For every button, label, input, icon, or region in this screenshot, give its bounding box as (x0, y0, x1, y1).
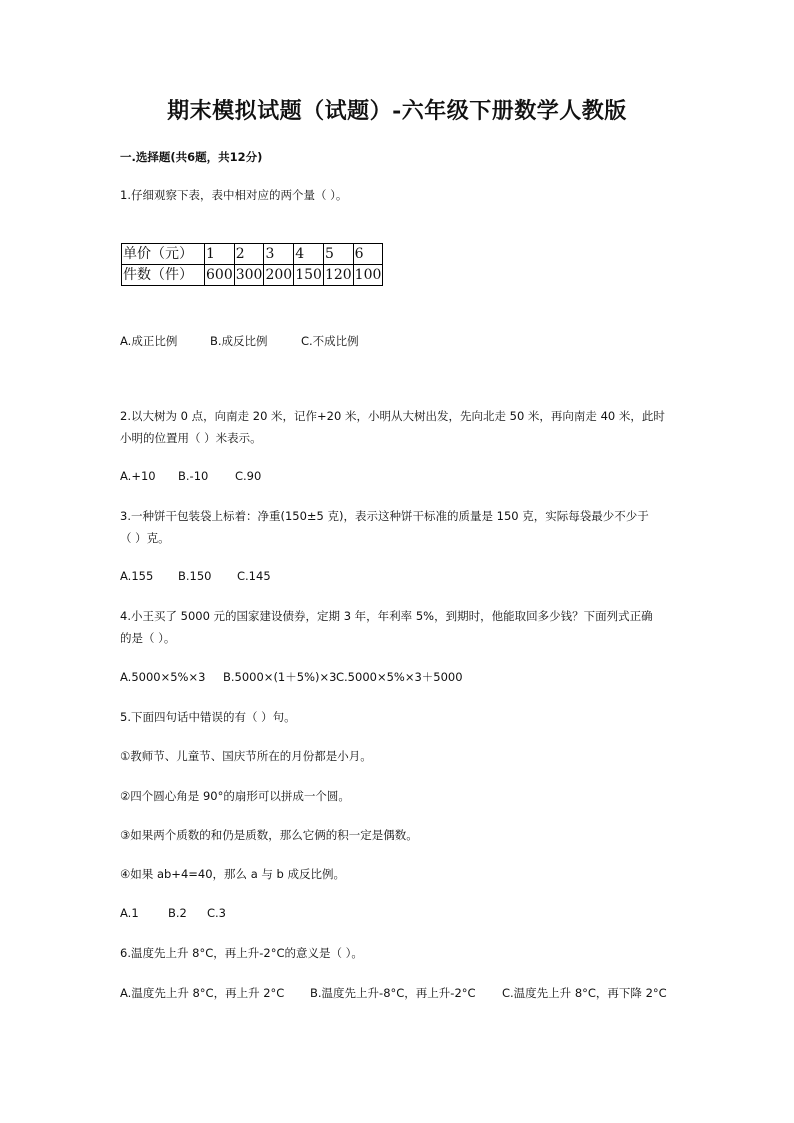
question-4-options (120, 669, 463, 685)
question-2-stem-line-1: 2.以大树为 0 点，向南走 20 米，记作+20 米，小明从大树出发，先向北走 50 米，再向南走 40 米，此时 (120, 409, 665, 423)
question-6-options (120, 985, 667, 1001)
option-c[interactable]: C.145 (237, 569, 271, 583)
option-c[interactable]: C.5000×5%×3＋5000 (336, 670, 463, 684)
option-b[interactable]: B.成反比例 (210, 334, 268, 348)
question-4-stem-line-2: 的是（ ）。 (120, 631, 176, 645)
question-2-options (120, 469, 261, 483)
table-cell: 120 (323, 265, 353, 286)
option-c[interactable]: C.温度先上升 8°C，再下降 2°C (502, 986, 667, 1000)
option-c[interactable]: C.90 (235, 469, 262, 483)
option-b[interactable]: B.5000×(1＋5%)×3 (223, 670, 337, 684)
table-cell: 5 (323, 244, 353, 265)
table-row (122, 265, 383, 286)
question-3-stem-line-1: 3.一种饼干包装袋上标着：净重(150±5 克)，表示这种饼干标准的质量是 150 克，实际每袋最少不少于 (120, 509, 649, 523)
table-row (122, 244, 383, 265)
question-3-stem-line-2: （ ）克。 (120, 531, 170, 545)
option-b[interactable]: B.2 (168, 906, 187, 920)
table-cell: 1 (205, 244, 235, 265)
question-1-table (121, 243, 383, 286)
option-b[interactable]: B.150 (178, 569, 212, 583)
section-heading: 一.选择题(共6题，共12分) (120, 150, 263, 164)
question-5-statement: ④如果 ab+4=40，那么 a 与 b 成反比例。 (120, 867, 346, 881)
question-1-options (120, 333, 359, 349)
table-cell: 单价（元） (122, 244, 205, 265)
table-cell: 件数（件） (122, 265, 205, 286)
question-5-statement: ①教师节、儿童节、国庆节所在的月份都是小月。 (120, 749, 372, 763)
question-5-stem: 5.下面四句话中错误的有（ ）句。 (120, 710, 296, 724)
option-c[interactable]: C.3 (207, 906, 227, 920)
option-c[interactable]: C.不成比例 (301, 334, 359, 348)
question-4-stem-line-1: 4.小王买了 5000 元的国家建设债券，定期 3 年，年利率 5%，到期时，他能取回多少钱？下面列式正确 (120, 609, 653, 623)
table-cell: 2 (234, 244, 264, 265)
question-5-statement: ③如果两个质数的和仍是质数，那么它俩的积一定是偶数。 (120, 828, 418, 842)
table-cell: 3 (264, 244, 294, 265)
page-title: 期末模拟试题（试题）-六年级下册数学人教版 (167, 98, 627, 124)
option-a[interactable]: A.温度先上升 8°C，再上升 2°C (120, 986, 285, 1000)
table-cell: 150 (294, 265, 324, 286)
question-5-options (120, 906, 226, 920)
option-a[interactable]: A.成正比例 (120, 334, 178, 348)
option-b[interactable]: B.温度先上升-8°C，再上升-2°C (310, 986, 476, 1000)
option-a[interactable]: A.5000×5%×3 (120, 670, 206, 684)
option-b[interactable]: B.-10 (178, 469, 209, 483)
table-cell: 200 (264, 265, 294, 286)
table-cell: 6 (353, 244, 383, 265)
question-2-stem-line-2: 小明的位置用（ ）米表示。 (120, 431, 262, 445)
question-6-stem: 6.温度先上升 8°C，再上升-2°C的意义是（ ）。 (120, 946, 363, 960)
table-cell: 100 (353, 265, 383, 286)
question-5-statement: ②四个圆心角是 90°的扇形可以拼成一个圆。 (120, 789, 350, 803)
option-a[interactable]: A.1 (120, 906, 139, 920)
table-cell: 4 (294, 244, 324, 265)
option-a[interactable]: A.155 (120, 569, 154, 583)
question-3-options (120, 569, 271, 583)
table-cell: 600 (205, 265, 235, 286)
table-cell: 300 (234, 265, 264, 286)
option-a[interactable]: A.+10 (120, 469, 156, 483)
question-1-stem: 1.仔细观察下表，表中相对应的两个量（ ）。 (120, 188, 348, 202)
